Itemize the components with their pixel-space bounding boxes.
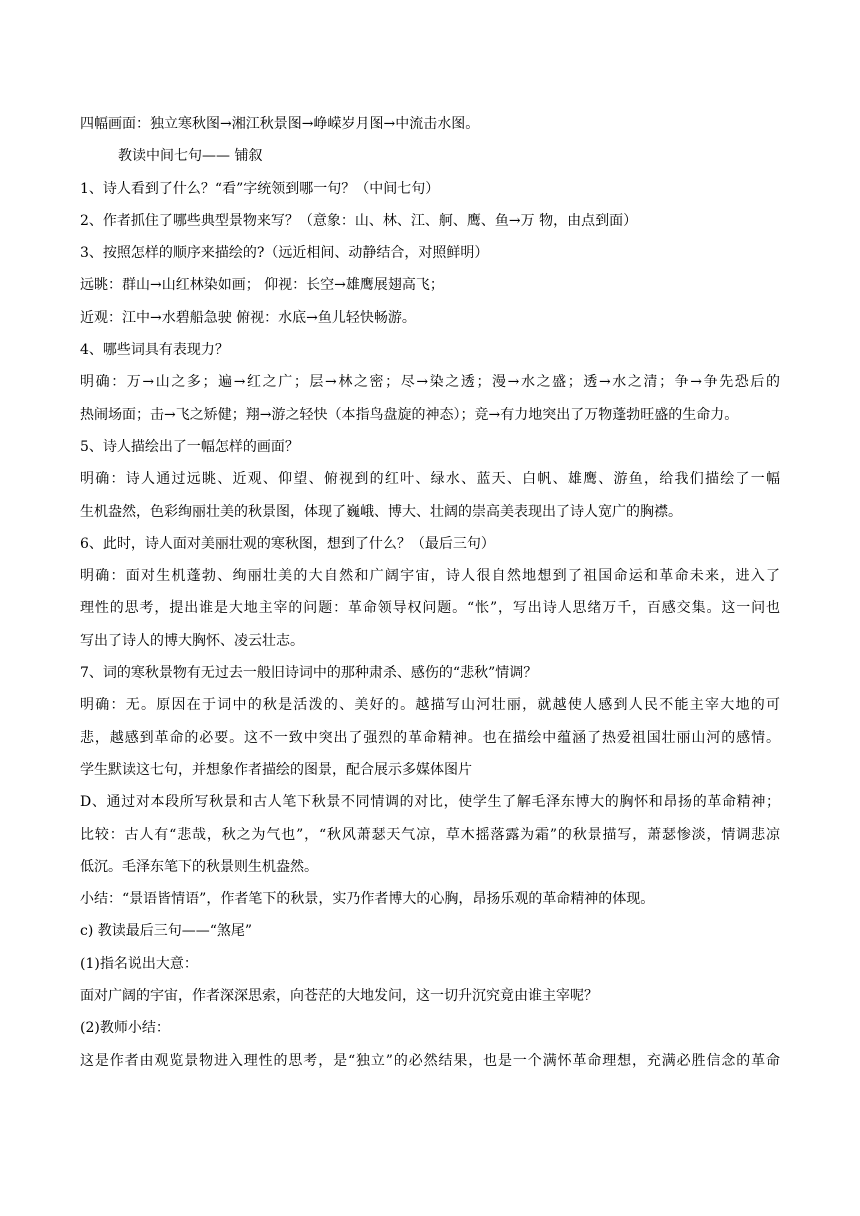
section-heading: 教读中间七句—— 铺叙 [118, 148, 263, 165]
text-line: 四幅画面：独立寒秋图→湘江秋景图→峥嵘岁月图→中流击水图。 [80, 116, 480, 132]
text-line: 理性的思考，提出谁是大地主宰的问题：革命领导权问题。“怅”，写出诗人思绪万千，百感交集。这一问也 [80, 600, 780, 617]
text-line: 明确：万→山之多；遍→红之广；层→林之密；尽→染之透；漫→水之盛；透→水之清；争→争先恐后的 [80, 374, 780, 391]
text-line: 近观：江中→水碧船急驶 俯视：水底→鱼儿轻快畅游。 [80, 309, 416, 326]
question-line: 7、词的寒秋景物有无过去一般旧诗词中的那种肃杀、感伤的“悲秋”情调？ [80, 665, 538, 682]
text-line: 明确：面对生机蓬勃、绚丽壮美的大自然和广阔宇宙，诗人很自然地想到了祖国命运和革命未来，进入了 [80, 568, 780, 585]
text-line: D、通过对本段所写秋景和古人笔下秋景不同情调的对比，使学生了解毛泽东博大的胸怀和昂扬的革命精神； [80, 794, 780, 811]
document-page [80, 108, 780, 1077]
text-line: 比较：古人有“悲哉，秋之为气也”，“秋风萧瑟天气凉，草木摇落露为霜”的秋景描写，萧瑟惨淡，情调悲凉 [80, 826, 780, 843]
text-line: 悲，越感到革命的必要。这不一致中突出了强烈的革命精神。也在描绘中蕴涵了热爱祖国壮丽山河的感情。 [80, 729, 780, 746]
subsection-heading: (1)指名说出大意： [80, 955, 198, 972]
subsection-heading: (2)教师小结： [80, 1020, 170, 1037]
text-line: 写出了诗人的博大胸怀、凌云壮志。 [80, 632, 304, 649]
text-line: 热闹场面；击→飞之矫健；翔→游之轻快（本指鸟盘旋的神态）；竞→有力地突出了万物蓬勃旺盛的生命力。 [80, 406, 739, 423]
text-line: 学生默读这七句，并想象作者描绘的图景，配合展示多媒体图片 [80, 761, 472, 778]
text-line: 明确：诗人通过远眺、近观、仰望、俯视到的红叶、绿水、蓝天、白帆、雄鹰、游鱼，给我们描绘了一幅 [80, 471, 780, 488]
text-line: 生机盎然，色彩绚丽壮美的秋景图，体现了巍峨、博大、壮阔的崇高美表现出了诗人宽广的胸襟。 [80, 503, 682, 520]
summary-line: 小结：“景语皆情语”，作者笔下的秋景，实乃作者博大的心胸，昂扬乐观的革命精神的体现。 [80, 891, 655, 908]
question-line: 6、此时，诗人面对美丽壮观的寒秋图，想到了什么？（最后三句） [80, 535, 495, 552]
question-line: 3、按照怎样的顺序来描绘的?（远近相间、动静结合，对照鲜明） [80, 245, 489, 262]
text-line: 低沉。毛泽东笔下的秋景则生机盎然。 [80, 858, 318, 875]
question-line: 5、诗人描绘出了一幅怎样的画面？ [80, 438, 299, 455]
question-line: 1、诗人看到了什么？“看”字统领到哪一句？（中间七句） [80, 180, 440, 197]
question-line: 2、作者抓住了哪些典型景物来写？（意象：山、林、江、舸、鹰、鱼→万 物，由点到面） [80, 212, 638, 229]
text-line: 明确：无。原因在于词中的秋是活泼的、美好的。越描写山河壮丽，就越使人感到人民不能主宰大地的可 [80, 697, 780, 714]
question-line: 4、哪些词具有表现力？ [80, 342, 229, 359]
text-line: 面对广阔的宇宙，作者深深思索，向苍茫的大地发问，这一切升沉究竟由谁主宰呢？ [80, 988, 598, 1005]
section-heading: c) 教读最后三句——“煞尾” [80, 923, 253, 940]
text-line: 远眺：群山→山红林染如画； 仰视：长空→雄鹰展翅高飞； [80, 277, 444, 294]
text-line: 这是作者由观览景物进入理性的思考，是“独立”的必然结果，也是一个满怀革命理想，充满必胜信念的革命 [80, 1052, 780, 1069]
